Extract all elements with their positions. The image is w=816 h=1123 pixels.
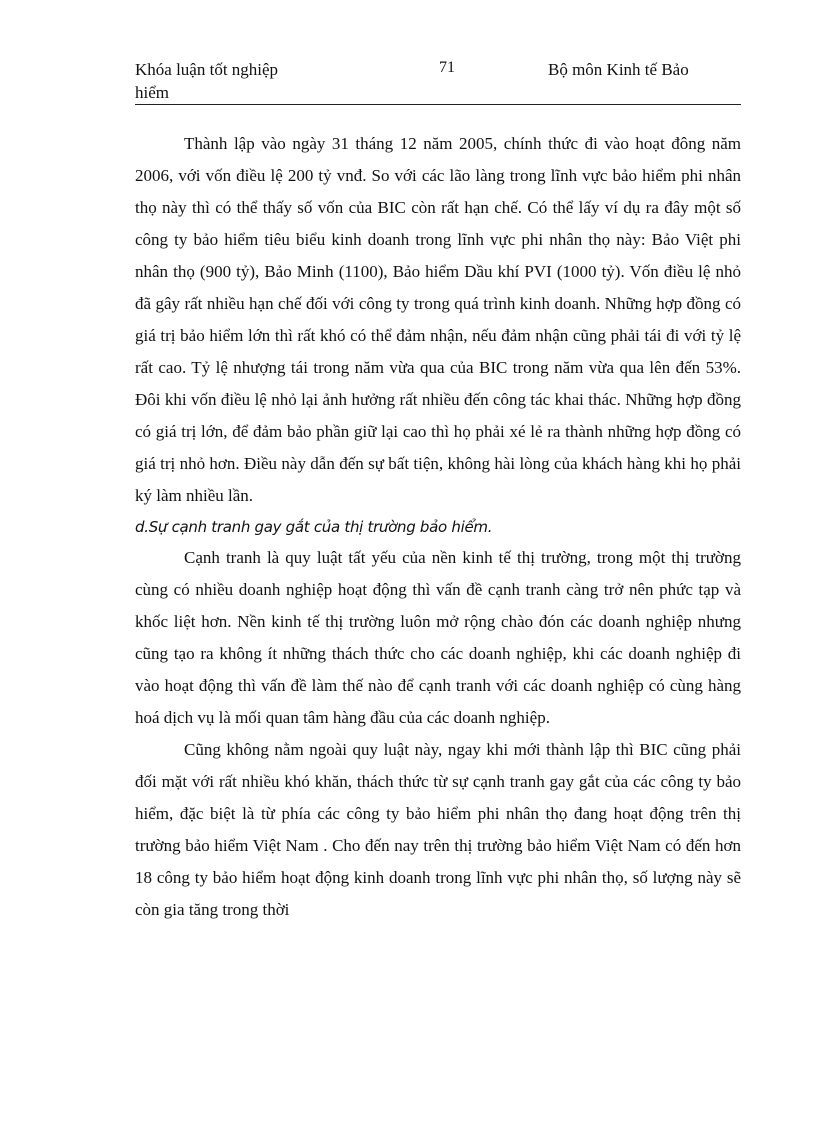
page-header bbox=[135, 58, 741, 105]
header-title-line-2: hiểm bbox=[135, 83, 169, 102]
paragraph-competition: Cạnh tranh là quy luật tất yếu của nền kinh tế thị trường, trong một thị trường cùng có nhiều doanh nghiệp hoạt động thì vấn đề cạnh tranh càng trở nên phức tạp và khốc liệt hơn. Nền kinh tế thị trường luôn mở rộng chào đón các doanh nghiệp nhưng cũng tạo ra không ít những thách thức cho các doanh nghiệp, khi các doanh nghiệp đi vào hoạt động thì vấn đề làm thế nào để cạnh tranh với các doanh nghiệp có cùng hàng hoá dịch vụ là mối quan tâm hàng đầu của các doanh nghiệp. bbox=[135, 548, 741, 727]
paragraph-bic-challenges: Cũng không nằm ngoài quy luật này, ngay khi mới thành lập thì BIC cũng phải đối mặt với rất nhiều khó khăn, thách thức từ sự cạnh tranh gay gắt của các công ty bảo hiểm, đặc biệt là từ phía các công ty bảo hiểm phi nhân thọ đang hoạt động trên thị trường bảo hiểm Việt Nam . Cho đến nay trên thị trường bảo hiểm Việt Nam có đến hơn 18 công ty bảo hiểm hoạt động kinh doanh trong lĩnh vực phi nhân thọ, số lượng này sẽ còn gia tăng trong thời bbox=[135, 740, 741, 919]
page-body bbox=[135, 128, 741, 926]
header-title-line-1: Khóa luận tốt nghiệp bbox=[135, 60, 279, 79]
page-number: 71 bbox=[439, 59, 455, 76]
header-department: Bộ môn Kinh tế Bảo bbox=[548, 60, 689, 79]
section-subheading: d.Sự cạnh tranh gay gắt của thị trường bảo hiểm. bbox=[135, 518, 493, 536]
header-thesis-title bbox=[135, 58, 335, 104]
paragraph-capital: Thành lập vào ngày 31 tháng 12 năm 2005, chính thức đi vào hoạt đông năm 2006, với vốn điều lệ 200 tỷ vnđ. So với các lão làng trong lĩnh vực bảo hiểm phi nhân thọ này thì có thể thấy số vốn của BIC còn rất hạn chế. Có thể lấy ví dụ ra đây một số công ty bảo hiểm tiêu biểu kinh doanh trong lĩnh vực phi nhân thọ này: Bảo Việt phi nhân thọ (900 tỷ), Bảo Minh (1100), Bảo hiểm Dầu khí PVI (1000 tỷ). Vốn điều lệ nhỏ đã gây rất nhiều hạn chế đối với công ty trong quá trình kinh doanh. Những hợp đồng có giá trị bảo hiểm lớn thì rất khó có thể đảm nhận, nếu đảm nhận cũng phải tái đi với tỷ lệ rất cao. Tỷ lệ nhượng tái trong năm vừa qua của BIC trong năm vừa qua lên đến 53%. Đôi khi vốn điều lệ nhỏ lại ảnh hưởng rất nhiều đến công tác khai thác. Những hợp đồng có giá trị lớn, để đảm bảo phần giữ lại cao thì họ phải xé lẻ ra thành những hợp đồng có giá trị nhỏ hơn. Điều này dẫn đến sự bất tiện, không hài lòng của khách hàng khi họ phải ký làm nhiều lần. bbox=[135, 134, 741, 505]
